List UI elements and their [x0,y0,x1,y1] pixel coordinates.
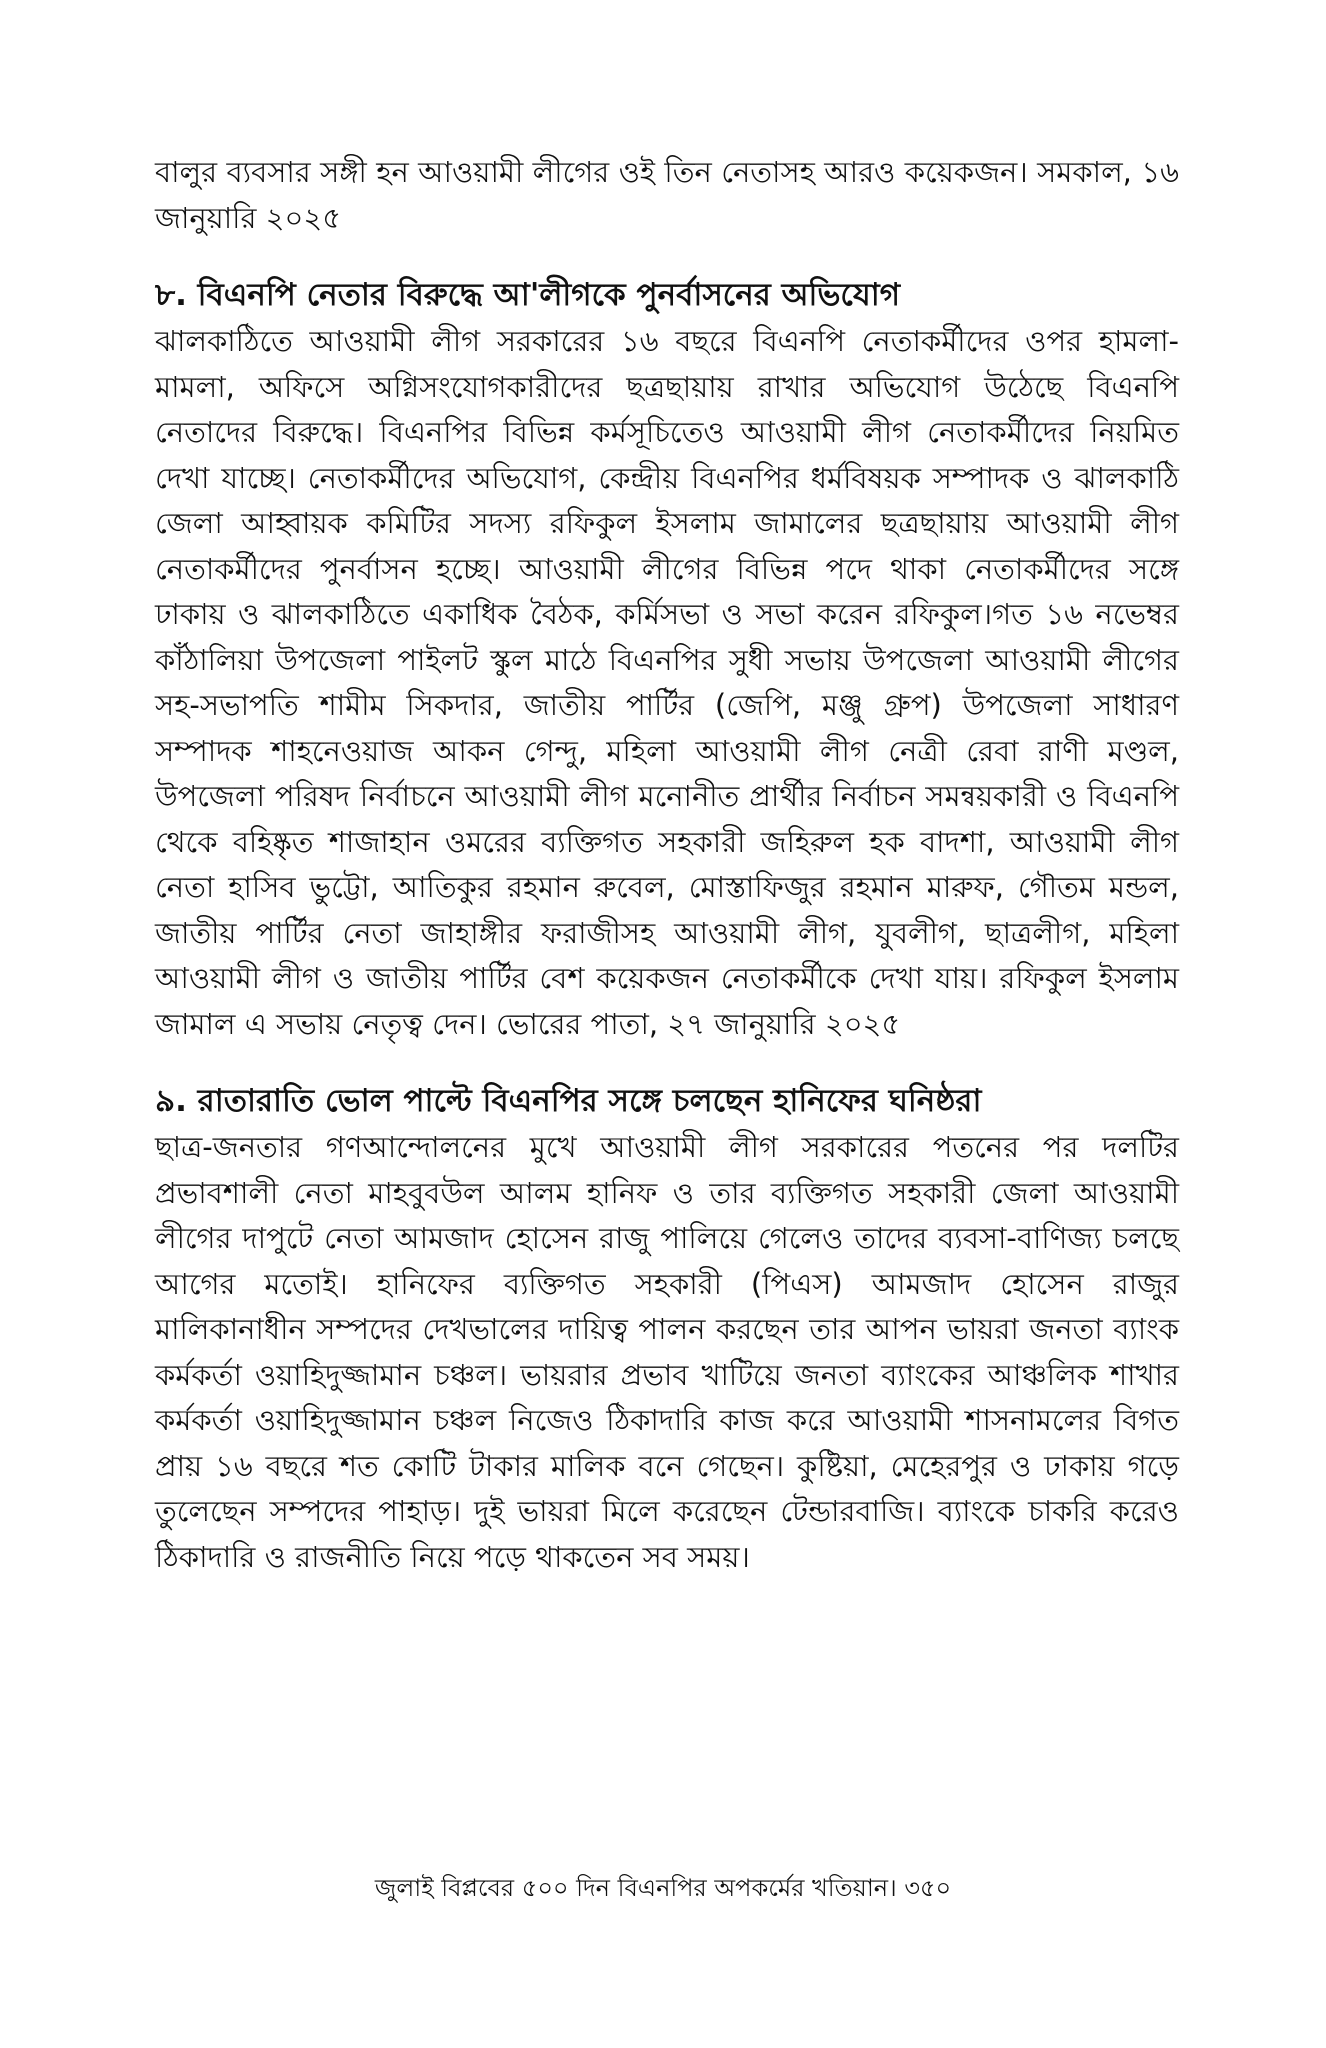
page-content [155,150,1179,1580]
section-gap [155,241,1179,271]
section-8 [155,271,1179,1047]
section-9 [155,1077,1179,1580]
page-footer: জুলাই বিপ্লবের ৫০০ দিন বিএনপির অপকর্মের খতিয়ান। ৩৫০ [374,1874,952,1902]
section-heading: ৮. বিএনপি নেতার বিরুদ্ধে আ'লীগকে পুনর্বাসনের অভিযোগ [155,277,901,313]
intro-paragraph: বালুর ব্যবসার সঙ্গী হন আওয়ামী লীগের ওই তিন নেতাসহ আরও কয়েকজন। সমকাল, ১৬ জানুয়ারি ২০২৫ [155,155,1179,235]
section-gap [155,1047,1179,1077]
section-body: ঝালকাঠিতে আওয়ামী লীগ সরকারের ১৬ বছরে বিএনপি নেতাকর্মীদের ওপর হামলা-মামলা, অফিসে অগ্নিসংযোগকারীদের ছত্রছায়ায় রাখার অভিযোগ উঠেছে বিএনপি নেতাদের বিরুদ্ধে। বিএনপির বিভিন্ন কর্মসূচিতেও আওয়ামী লীগ নেতাকর্মীদের নিয়মিত দেখা যাচ্ছে। নেতাকর্মীদের অভিযোগ, কেন্দ্রীয় বিএনপির ধর্মবিষয়ক সম্পাদক ও ঝালকাঠি জেলা আহ্বায়ক কমিটির সদস্য রফিকুল ইসলাম জামালের ছত্রছায়ায় আওয়ামী লীগ নেতাকর্মীদের পুনর্বাসন হচ্ছে। আওয়ামী লীগের বিভিন্ন পদে থাকা নেতাকর্মীদের সঙ্গে ঢাকায় ও ঝালকাঠিতে একাধিক বৈঠক, কর্মিসভা ও সভা করেন রফিকুল।গত ১৬ নভেম্বর কাঁঠালিয়া উপজেলা পাইলট স্কুল মাঠে বিএনপির সুধী সভায় উপজেলা আওয়ামী লীগের সহ-সভাপতি শামীম সিকদার, জাতীয় পার্টির (জেপি, মঞ্জু গ্রুপ) উপজেলা সাধারণ সম্পাদক শাহনেওয়াজ আকন গেন্দু, মহিলা আওয়ামী লীগ নেত্রী রেবা রাণী মণ্ডল, উপজেলা পরিষদ নির্বাচনে আওয়ামী লীগ মনোনীত প্রার্থীর নির্বাচন সমন্বয়কারী ও বিএনপি থেকে বহিষ্কৃত শাজাহান ওমরের ব্যক্তিগত সহকারী জহিরুল হক বাদশা, আওয়ামী লীগ নেতা হাসিব ভুট্টো, আতিকুর রহমান রুবেল, মোস্তাফিজুর রহমান মারুফ, গৌতম মন্ডল, জাতীয় পার্টির নেতা জাহাঙ্গীর ফরাজীসহ আওয়ামী লীগ, যুবলীগ, ছাত্রলীগ, মহিলা আওয়ামী লীগ ও জাতীয় পার্টির বেশ কয়েকজন নেতাকর্মীকে দেখা যায়। রফিকুল ইসলাম জামাল এ সভায় নেতৃত্ব দেন। ভোরের পাতা, ২৭ জানুয়ারি ২০২৫ [155,324,1179,1041]
section-heading: ৯. রাতারাতি ভোল পাল্টে বিএনপির সঙ্গে চলছেন হানিফের ঘনিষ্ঠরা [155,1083,982,1119]
section-body: ছাত্র-জনতার গণআন্দোলনের মুখে আওয়ামী লীগ সরকারের পতনের পর দলটির প্রভাবশালী নেতা মাহবুবউল আলম হানিফ ও তার ব্যক্তিগত সহকারী জেলা আওয়ামী লীগের দাপুটে নেতা আমজাদ হোসেন রাজু পালিয়ে গেলেও তাদের ব্যবসা-বাণিজ্য চলছে আগের মতোই। হানিফের ব্যক্তিগত সহকারী (পিএস) আমজাদ হোসেন রাজুর মালিকানাধীন সম্পদের দেখভালের দায়িত্ব পালন করছেন তার আপন ভায়রা জনতা ব্যাংক কর্মকর্তা ওয়াহিদুজ্জামান চঞ্চল। ভায়রার প্রভাব খাটিয়ে জনতা ব্যাংকের আঞ্চলিক শাখার কর্মকর্তা ওয়াহিদুজ্জামান চঞ্চল নিজেও ঠিকাদারি কাজ করে আওয়ামী শাসনামলের বিগত প্রায় ১৬ বছরে শত কোটি টাকার মালিক বনে গেছেন। কুষ্টিয়া, মেহেরপুর ও ঢাকায় গড়ে তুলেছেন সম্পদের পাহাড়। দুই ভায়রা মিলে করেছেন টেন্ডারবাজি। ব্যাংকে চাকরি করেও ঠিকাদারি ও রাজনীতি নিয়ে পড়ে থাকতেন সব সময়। [155,1130,1179,1574]
